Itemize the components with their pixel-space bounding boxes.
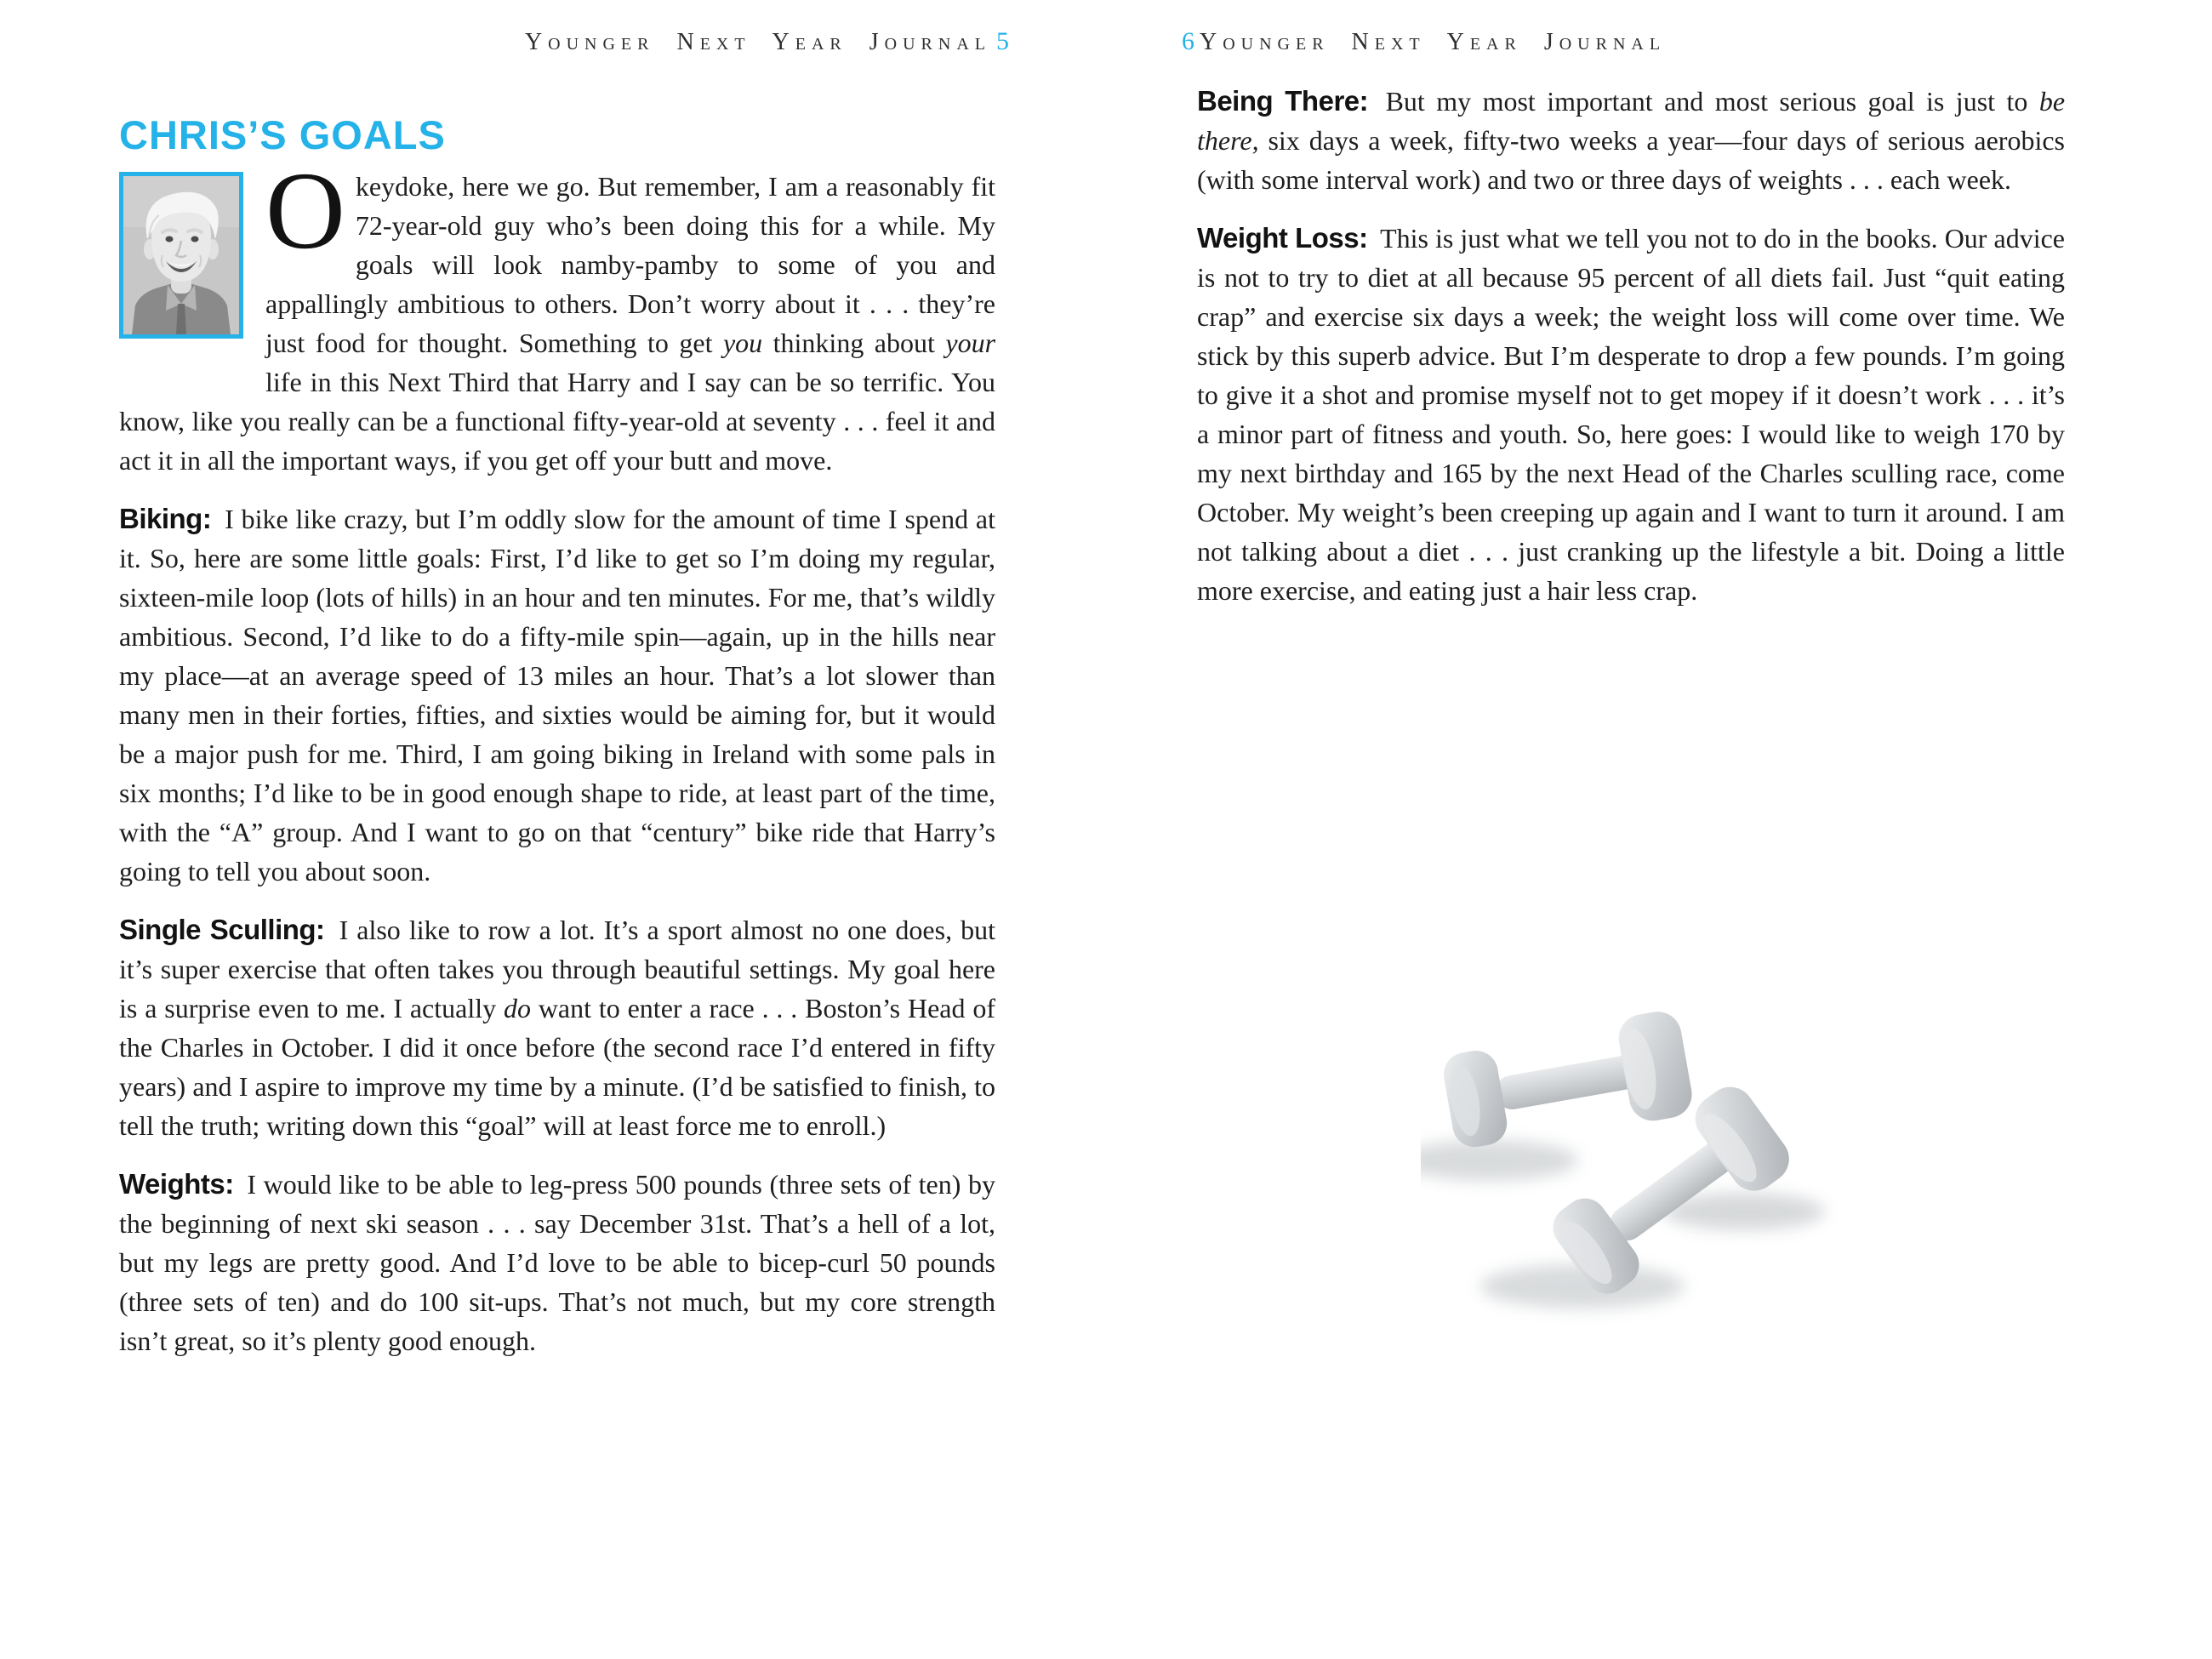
- paragraph-label: Being There:: [1197, 85, 1369, 117]
- dumbbells-illustration: [1421, 970, 1838, 1344]
- text-run: I also like to row a lot. It’s a sport almost no one does, but it’s super exercise that often takes you through beautiful settings. My goal here is a surprise even to me. I actually: [119, 915, 995, 1023]
- paragraph: [119, 1165, 995, 1360]
- page-number-5: 5: [996, 27, 1009, 55]
- paragraph-label: Biking:: [119, 503, 212, 534]
- running-head-right: [1177, 27, 1666, 56]
- chris-portrait-photo: [119, 172, 243, 339]
- text-run: I would like to be able to leg-press 500 pounds (three sets of ten) by the beginning of next ski season . . . say December 31st. That’s a hell of a lot, but my legs are pretty good. And I’d love to be able to bicep-curl 50 pounds (three sets of ten) and do 100 sit-ups. That’s not much, but my core strength isn’t great, so it’s plenty good enough.: [119, 1169, 996, 1356]
- paragraph-label: Weights:: [119, 1168, 234, 1200]
- running-head-title: Younger Next Year Journal: [1200, 29, 1667, 55]
- paragraph-label: Single Sculling:: [119, 914, 325, 945]
- dumbbells-photo: [1421, 970, 1838, 1344]
- italic-text: your: [945, 328, 996, 358]
- right-body-column: [1197, 82, 2065, 630]
- running-head-title: Younger Next Year Journal: [524, 29, 991, 55]
- text-run: thinking about: [762, 328, 946, 358]
- page-number-6: 6: [1182, 27, 1194, 55]
- text-run: I bike like crazy, but I’m oddly slow for the amount of time I spend at it. So, here are some little goals: First, I’d like to get so I’m doing my regular, sixteen-mile loop (lots of hills) in an hour and ten minutes. For me, that’s wildly ambitious. Second, I’d like to do a fifty-mile spin—again, up in the hills near my place—at an average speed of 13 miles an hour. That’s a lot slower than many men in their forties, fifties, and sixties would be aiming for, but it would be a major push for me. Third, I am going biking in Ireland with some pals in six months; I’d like to be in good enough shape to ride, at least part of the time, with the “A” group. And I want to go on that “century” bike ride that Harry’s going to tell you about soon.: [119, 504, 996, 887]
- text-run: keydoke, here we go. But remember, I am a reasonably fit 72-year-old guy who’s been doing this for a while. My goals will look namby-pamby to some of you and appallingly ambitious to others. Don’t worry about it . . . they’re just food for thought. Something to get: [265, 171, 995, 358]
- paragraph: [1197, 219, 2065, 610]
- opening-text: [119, 150, 996, 476]
- text-run: six days a week, fifty-two weeks a year—four days of serious aerobics (with some interval work) and two or three days of weights . . . each week.: [1197, 125, 2065, 195]
- paragraph: [119, 910, 995, 1145]
- running-head-left: [119, 27, 1014, 56]
- text-run: This is just what we tell you not to do in the books. Our advice is not to try to diet at all because 95 percent of all diets fail. Just “quit eating crap” and exercise six days a week; the weight loss will come over time. We stick by this superb advice. But I’m desperate to drop a few pounds. I’m going to give it a shot and promise myself not to get mopey if it doesn’t work . . . it’s a minor part of fitness and youth. So, here goes: I would like to weigh 170 by my next birthday and 165 by the next Head of the Charles sculling race, come October. My weight’s been creeping up again and I want to turn it around. I am not talking about a diet . . . just cranking up the lifestyle a bit. Doing a little more exercise, and eating just a hair less crap.: [1197, 223, 2066, 606]
- right-paragraphs: [1197, 82, 2065, 610]
- text-run: life in this Next Third that Harry and I say can be so terrific. You know, like you really can be a functional fifty-year-old at seventy . . . feel it and act it in all the important ways, if you get off your butt and move.: [119, 367, 995, 476]
- chapter-heading: CHRIS’S GOALS: [119, 112, 446, 158]
- text-run: But my most important and most serious goal is just to: [1385, 86, 2039, 117]
- italic-text: you: [722, 328, 763, 358]
- drop-cap: O: [265, 150, 345, 272]
- left-body-column: [119, 150, 996, 1380]
- italic-text: do: [503, 993, 531, 1023]
- paragraph-label: Weight Loss:: [1197, 222, 1368, 254]
- paragraph: [1197, 82, 2065, 199]
- left-paragraphs: [119, 499, 995, 1360]
- paragraph: [119, 499, 995, 891]
- opening-paragraph: [119, 150, 996, 480]
- page-right: [1106, 0, 2212, 1659]
- portrait-illustration: [123, 176, 239, 334]
- text-run: want to enter a race . . . Boston’s Head of the Charles in October. I did it once before (the second race I’d entered in fifty years) and I aspire to improve my time by a minute. (I’d be satisfied to finish, to tell the truth; writing down this “goal” will at least force me to enroll.): [119, 993, 996, 1141]
- italic-text: be there,: [1197, 86, 2066, 156]
